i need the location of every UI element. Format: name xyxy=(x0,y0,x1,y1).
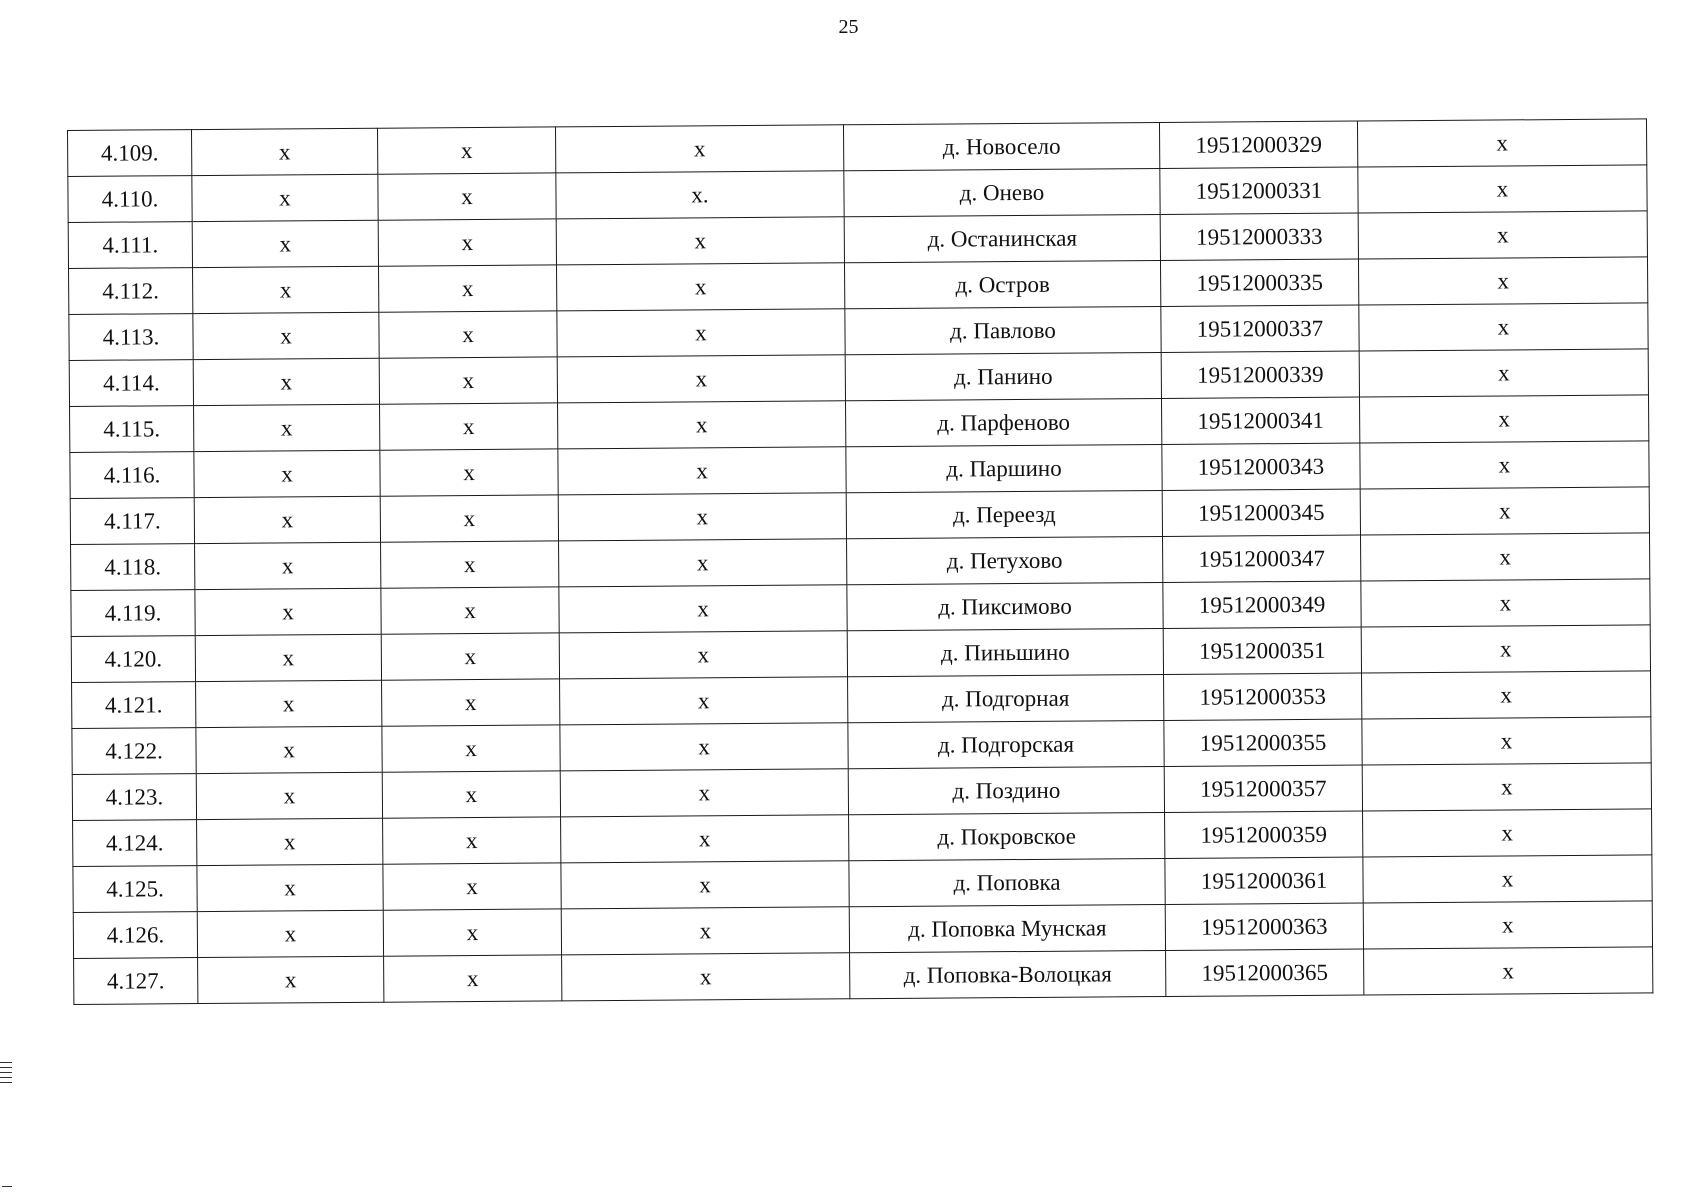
x-cell: x xyxy=(561,815,849,863)
settlement-name-cell: д. Пиньшино xyxy=(847,628,1163,676)
row-number-cell: 4.115. xyxy=(70,406,194,453)
margin-dash xyxy=(2,1186,12,1187)
x-cell: x xyxy=(557,263,845,311)
okato-code-cell: 19512000349 xyxy=(1163,581,1361,628)
x-cell: x xyxy=(562,953,850,1001)
x-cell: x xyxy=(194,496,380,543)
x-cell: x xyxy=(382,725,560,772)
x-cell: x xyxy=(383,817,561,864)
x-cell: x xyxy=(195,588,381,635)
x-cell: x xyxy=(1359,395,1648,443)
settlement-name-cell: д. Пиксимово xyxy=(847,582,1163,630)
okato-code-cell: 19512000353 xyxy=(1164,673,1362,720)
okato-code-cell: 19512000363 xyxy=(1165,903,1363,950)
x-cell: x xyxy=(555,125,843,173)
x-cell: x xyxy=(560,723,848,771)
x-cell: x xyxy=(192,174,378,221)
x-cell: x xyxy=(197,818,383,865)
x-cell: x xyxy=(383,909,561,956)
row-number-cell: 4.127. xyxy=(74,958,198,1005)
okato-code-cell: 19512000357 xyxy=(1164,765,1362,812)
settlement-name-cell: д. Останинская xyxy=(844,214,1160,262)
x-cell: x xyxy=(561,861,849,909)
x-cell: x xyxy=(194,450,380,497)
x-cell: x xyxy=(557,355,845,403)
x-cell: x xyxy=(559,539,847,587)
okato-code-cell: 19512000347 xyxy=(1163,535,1361,582)
x-cell: x xyxy=(1358,257,1647,305)
row-number-cell: 4.114. xyxy=(69,360,193,407)
x-cell: x xyxy=(559,631,847,679)
okato-code-cell: 19512000341 xyxy=(1161,397,1359,444)
settlement-name-cell: д. Поповка Мунская xyxy=(849,904,1165,952)
x-cell: x xyxy=(1361,625,1650,673)
settlement-name-cell: д. Новосело xyxy=(843,122,1159,170)
row-number-cell: 4.125. xyxy=(73,866,197,913)
row-number-cell: 4.118. xyxy=(71,544,195,591)
x-cell: x xyxy=(560,769,848,817)
row-number-cell: 4.122. xyxy=(72,728,196,775)
x-cell: x xyxy=(197,864,383,911)
settlement-name-cell: д. Панино xyxy=(845,352,1161,400)
x-cell: x xyxy=(192,220,378,267)
x-cell: x xyxy=(1363,855,1652,903)
okato-code-cell: 19512000351 xyxy=(1163,627,1361,674)
x-cell: x xyxy=(194,404,380,451)
x-cell: x xyxy=(1359,303,1648,351)
x-cell: x xyxy=(1362,671,1651,719)
row-number-cell: 4.120. xyxy=(71,636,195,683)
settlement-table xyxy=(67,118,1653,1005)
x-cell: x xyxy=(1363,901,1652,949)
x-cell: x xyxy=(379,357,557,404)
settlement-name-cell: д. Поздино xyxy=(848,766,1164,814)
row-number-cell: 4.117. xyxy=(70,498,194,545)
x-cell: x xyxy=(1361,579,1650,627)
x-cell: x xyxy=(560,677,848,725)
okato-code-cell: 19512000335 xyxy=(1160,259,1358,306)
x-cell: x xyxy=(193,266,379,313)
x-cell: x xyxy=(558,447,846,495)
x-cell: x xyxy=(1357,119,1646,167)
settlement-name-cell: д. Остров xyxy=(844,260,1160,308)
row-number-cell: 4.119. xyxy=(71,590,195,637)
x-cell: x xyxy=(198,956,384,1003)
settlement-name-cell: д. Поповка-Волоцкая xyxy=(850,950,1166,998)
settlement-name-cell: д. Петухово xyxy=(847,536,1163,584)
x-cell: x xyxy=(1364,947,1653,995)
x-cell: x xyxy=(378,173,556,220)
x-cell: x xyxy=(380,495,558,542)
x-cell: x xyxy=(1362,717,1651,765)
settlement-name-cell: д. Онево xyxy=(844,168,1160,216)
x-cell: x xyxy=(382,771,560,818)
row-number-cell: 4.110. xyxy=(68,176,192,223)
okato-code-cell: 19512000345 xyxy=(1162,489,1360,536)
okato-code-cell: 19512000359 xyxy=(1165,811,1363,858)
x-cell: x xyxy=(1363,809,1652,857)
x-cell: x xyxy=(195,634,381,681)
x-cell: x xyxy=(381,541,559,588)
settlement-name-cell: д. Подгорная xyxy=(848,674,1164,722)
x-cell: x xyxy=(381,633,559,680)
x-cell: x xyxy=(384,955,562,1002)
x-cell: x xyxy=(1362,763,1651,811)
x-cell: x. xyxy=(556,171,844,219)
okato-code-cell: 19512000365 xyxy=(1166,949,1364,996)
x-cell: x xyxy=(192,128,378,175)
x-cell: x xyxy=(196,680,382,727)
x-cell: x xyxy=(1360,441,1649,489)
row-number-cell: 4.126. xyxy=(73,912,197,959)
x-cell: x xyxy=(379,311,557,358)
x-cell: x xyxy=(1359,349,1648,397)
x-cell: x xyxy=(556,217,844,265)
x-cell: x xyxy=(558,401,846,449)
row-number-cell: 4.123. xyxy=(72,774,196,821)
okato-code-cell: 19512000339 xyxy=(1161,351,1359,398)
settlement-name-cell: д. Покровское xyxy=(849,812,1165,860)
x-cell: x xyxy=(379,265,557,312)
x-cell: x xyxy=(557,309,845,357)
x-cell: x xyxy=(1358,211,1647,259)
row-number-cell: 4.109. xyxy=(68,130,192,177)
x-cell: x xyxy=(561,907,849,955)
x-cell: x xyxy=(193,358,379,405)
row-number-cell: 4.112. xyxy=(69,268,193,315)
settlement-name-cell: д. Поповка xyxy=(849,858,1165,906)
x-cell: x xyxy=(558,493,846,541)
okato-code-cell: 19512000329 xyxy=(1159,121,1357,168)
x-cell: x xyxy=(196,772,382,819)
okato-code-cell: 19512000331 xyxy=(1160,167,1358,214)
row-number-cell: 4.111. xyxy=(68,222,192,269)
okato-code-cell: 19512000333 xyxy=(1160,213,1358,260)
okato-code-cell: 19512000337 xyxy=(1161,305,1359,352)
settlement-name-cell: д. Парфеново xyxy=(846,398,1162,446)
binding-marks xyxy=(0,1062,12,1087)
x-cell: x xyxy=(195,542,381,589)
x-cell: x xyxy=(193,312,379,359)
x-cell: x xyxy=(196,726,382,773)
x-cell: x xyxy=(381,587,559,634)
x-cell: x xyxy=(1361,533,1650,581)
x-cell: x xyxy=(197,910,383,957)
x-cell: x xyxy=(1360,487,1649,535)
x-cell: x xyxy=(559,585,847,633)
x-cell: x xyxy=(382,679,560,726)
row-number-cell: 4.121. xyxy=(72,682,196,729)
table-body xyxy=(68,119,1653,1005)
x-cell: x xyxy=(377,127,555,174)
x-cell: x xyxy=(378,219,556,266)
x-cell: x xyxy=(383,863,561,910)
row-number-cell: 4.113. xyxy=(69,314,193,361)
okato-code-cell: 19512000343 xyxy=(1162,443,1360,490)
x-cell: x xyxy=(380,403,558,450)
okato-code-cell: 19512000361 xyxy=(1165,857,1363,904)
settlement-name-cell: д. Подгорская xyxy=(848,720,1164,768)
x-cell: x xyxy=(1358,165,1647,213)
row-number-cell: 4.116. xyxy=(70,452,194,499)
page-number: 25 xyxy=(838,16,859,38)
row-number-cell: 4.124. xyxy=(73,820,197,867)
settlement-name-cell: д. Переезд xyxy=(846,490,1162,538)
settlement-name-cell: д. Паршино xyxy=(846,444,1162,492)
x-cell: x xyxy=(380,449,558,496)
okato-code-cell: 19512000355 xyxy=(1164,719,1362,766)
settlement-name-cell: д. Павлово xyxy=(845,306,1161,354)
